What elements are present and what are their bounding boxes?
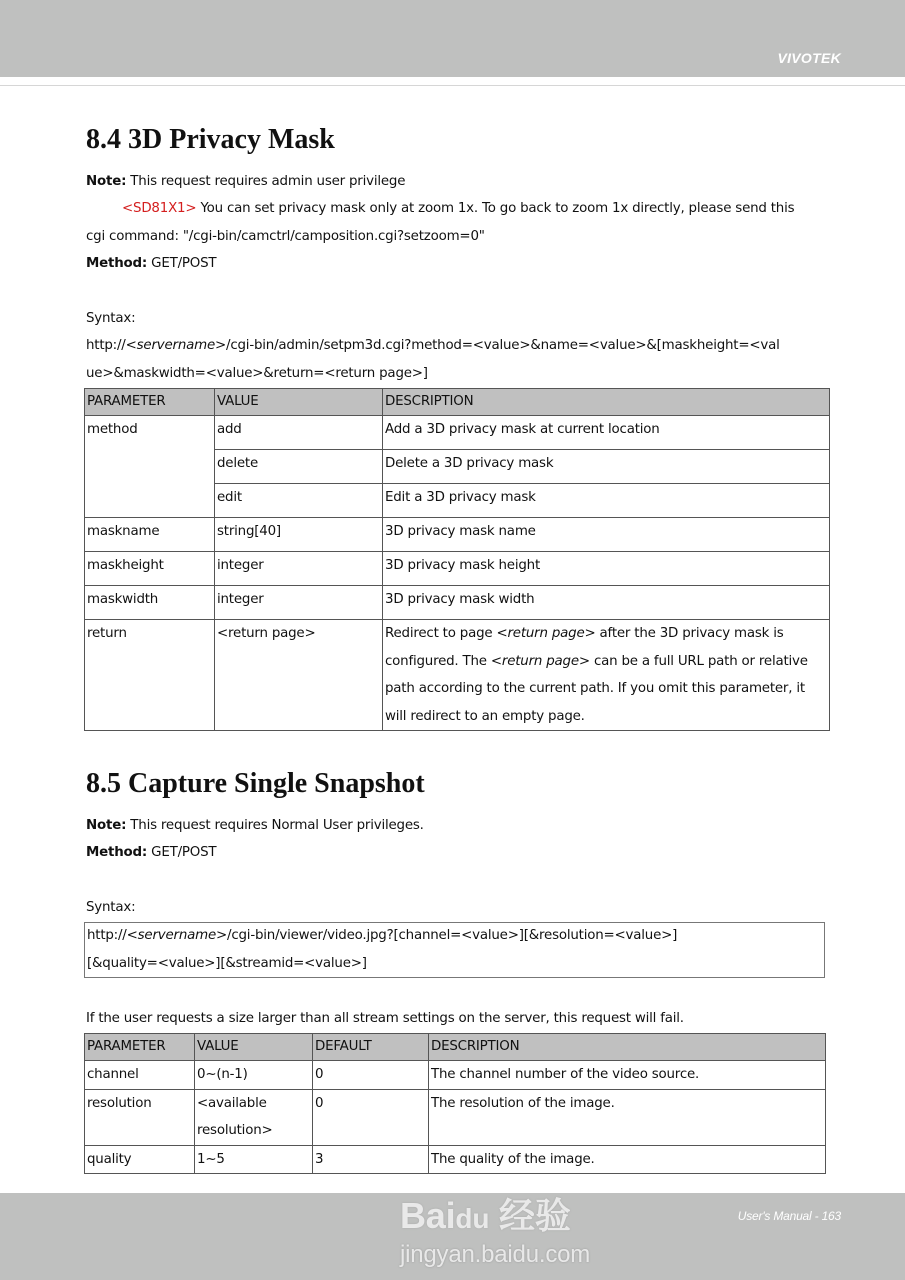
- note-line: [86, 174, 405, 189]
- description-cell: Add a 3D privacy mask at current location: [383, 416, 830, 450]
- model-note-cont: cgi command: "/cgi-bin/camctrl/camposition.cgi?setzoom=0": [86, 229, 485, 244]
- method-line: [86, 256, 216, 271]
- header-description: DESCRIPTION: [383, 389, 830, 416]
- description-cell: 3D privacy mask height: [383, 552, 830, 586]
- method-text: GET/POST: [147, 845, 217, 860]
- desc-text: after the 3D privacy mask is: [595, 626, 784, 641]
- table-row: [85, 552, 830, 586]
- value-cell: 0~(n-1): [195, 1061, 313, 1090]
- value-cell: 1~5: [195, 1145, 313, 1174]
- table-row: [85, 1145, 826, 1174]
- desc-italic: <return page>: [496, 626, 596, 641]
- desc-text: path according to the current path. If you omit this parameter, it: [385, 681, 805, 696]
- table-header-row: [85, 389, 830, 416]
- header-value: VALUE: [215, 389, 383, 416]
- syntax-path: /cgi-bin/admin/setpm3d.cgi?method=<value>&name=<value>&[maskheight=<val: [226, 338, 780, 353]
- note-text: This request requires Normal User privileges.: [126, 818, 424, 833]
- table-row: [85, 620, 830, 731]
- value-cell: delete: [215, 450, 383, 484]
- value-cell: string[40]: [215, 518, 383, 552]
- table-row: [85, 416, 830, 450]
- param-cell: method: [85, 416, 215, 518]
- desc-text: configured. The: [385, 653, 491, 669]
- value-cell: <available resolution>: [195, 1089, 313, 1145]
- table-row: [85, 1089, 826, 1145]
- method-label: Method:: [86, 845, 148, 860]
- description-cell: 3D privacy mask width: [383, 586, 830, 620]
- desc-text: can be a full URL path or relative: [589, 653, 808, 669]
- value-cell: edit: [215, 484, 383, 518]
- param-cell: resolution: [85, 1089, 195, 1145]
- header-description: DESCRIPTION: [429, 1034, 826, 1061]
- syntax-line-2: [&quality=<value>][&streamid=<value>]: [87, 956, 367, 971]
- header-parameter: PARAMETER: [85, 1034, 195, 1061]
- header-default: DEFAULT: [313, 1034, 429, 1061]
- syntax-line-1: [86, 338, 780, 353]
- table-row: [85, 586, 830, 620]
- model-text: You can set privacy mask only at zoom 1x. To go back to zoom 1x directly, please send this: [196, 201, 795, 216]
- syntax-label: Syntax:: [86, 900, 136, 915]
- value-cell: <return page>: [215, 620, 383, 731]
- method-label: Method:: [86, 256, 148, 271]
- description-cell: The resolution of the image.: [429, 1089, 826, 1145]
- watermark-logo: Baidu 经验: [400, 1195, 571, 1236]
- syntax-line-1: [87, 928, 677, 943]
- desc-text: will redirect to an empty page.: [385, 708, 585, 724]
- setpm3d-parameter-table: [84, 388, 830, 731]
- syntax-path: /cgi-bin/viewer/video.jpg?[channel=<value>][&resolution=<value>]: [227, 928, 678, 943]
- value-cell: add: [215, 416, 383, 450]
- description-cell: The channel number of the video source.: [429, 1061, 826, 1090]
- note-line: [86, 818, 424, 833]
- param-cell: return: [85, 620, 215, 731]
- default-cell: 0: [313, 1061, 429, 1090]
- note-label: Note:: [86, 818, 127, 833]
- page-header: [0, 0, 905, 77]
- baidu-watermark: [400, 1196, 680, 1278]
- section-title-8-5: 8.5 Capture Single Snapshot: [86, 768, 425, 799]
- model-tag: <SD81X1>: [122, 201, 197, 216]
- desc-italic: <return page>: [490, 653, 590, 669]
- syntax-prefix: http://: [86, 338, 126, 353]
- snapshot-parameter-table: [84, 1033, 826, 1174]
- default-cell: 0: [313, 1089, 429, 1145]
- desc-text: Redirect to page: [385, 626, 497, 641]
- description-cell: Edit a 3D privacy mask: [383, 484, 830, 518]
- header-parameter: PARAMETER: [85, 389, 215, 416]
- description-cell: 3D privacy mask name: [383, 518, 830, 552]
- brand-logo: VIVOTEK: [777, 50, 841, 66]
- description-cell: The quality of the image.: [429, 1145, 826, 1174]
- table-header-row: [85, 1034, 826, 1061]
- description-cell: [383, 620, 830, 731]
- param-cell: channel: [85, 1061, 195, 1090]
- param-cell: maskwidth: [85, 586, 215, 620]
- table-row: [85, 518, 830, 552]
- fail-note: If the user requests a size larger than all stream settings on the server, this request will fail.: [86, 1011, 684, 1026]
- param-cell: maskname: [85, 518, 215, 552]
- value-cell: integer: [215, 552, 383, 586]
- syntax-servername: <servername>: [126, 928, 228, 943]
- watermark-url: jingyan.baidu.com: [400, 1241, 591, 1268]
- page-number: User's Manual - 163: [737, 1209, 841, 1223]
- header-value: VALUE: [195, 1034, 313, 1061]
- table-row: [85, 1061, 826, 1090]
- default-cell: 3: [313, 1145, 429, 1174]
- syntax-label: Syntax:: [86, 311, 136, 326]
- param-cell: maskheight: [85, 552, 215, 586]
- param-cell: quality: [85, 1145, 195, 1174]
- section-title-8-4: 8.4 3D Privacy Mask: [86, 124, 335, 155]
- note-label: Note:: [86, 174, 127, 189]
- syntax-servername: <servername>: [125, 338, 227, 353]
- method-text: GET/POST: [147, 256, 217, 271]
- note-text: This request requires admin user privilege: [126, 174, 406, 189]
- description-cell: Delete a 3D privacy mask: [383, 450, 830, 484]
- syntax-prefix: http://: [87, 928, 127, 943]
- syntax-box: [84, 922, 825, 978]
- header-divider: [0, 85, 905, 86]
- method-line: [86, 845, 216, 860]
- syntax-line-2: ue>&maskwidth=<value>&return=<return page>]: [86, 366, 428, 381]
- model-note: [122, 201, 794, 216]
- value-cell: integer: [215, 586, 383, 620]
